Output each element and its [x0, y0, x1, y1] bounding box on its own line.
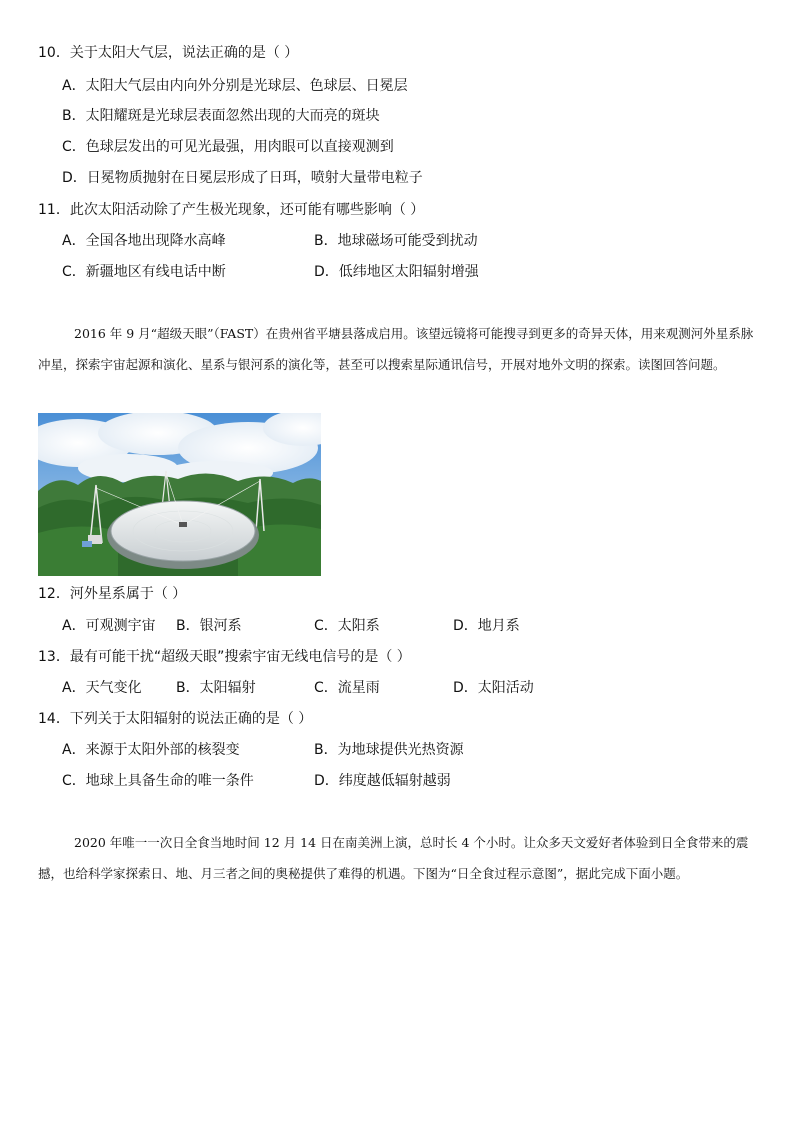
q12-option-b: B．银河系: [176, 618, 242, 634]
q11-option-a: A．全国各地出现降水高峰: [62, 233, 226, 249]
q11-option-c: C．新疆地区有线电话中断: [62, 264, 226, 280]
fast-telescope-photo: [38, 413, 321, 576]
q14-option-c: C．地球上具备生命的唯一条件: [62, 773, 254, 789]
q11-option-d: D．低纬地区太阳辐射增强: [314, 264, 479, 280]
question-14-stem: 14．下列关于太阳辐射的说法正确的是（ ）: [38, 711, 313, 727]
q12-option-c: C．太阳系: [314, 618, 380, 634]
q12-option-a: A．可观测宇宙: [62, 618, 156, 634]
question-13-stem: 13．最有可能干扰“超级天眼”搜索宇宙无线电信号的是（ ）: [38, 649, 411, 665]
q14-option-d: D．纬度越低辐射越弱: [314, 773, 451, 789]
q10-option-d: D．日冕物质抛射在日冕层形成了日珥，喷射大量带电粒子: [62, 170, 423, 186]
q13-option-b: B．太阳辐射: [176, 680, 256, 696]
q10-option-c: C．色球层发出的可见光最强，用肉眼可以直接观测到: [62, 139, 394, 155]
passage-fast: 2016 年 9 月“超级天眼”（FAST）在贵州省平塘县落成启用。该望远镜将可能搜寻到更多的奇异天体，用来观测河外星系脉冲星，探索宇宙起源和演化、星系与银河系的演化等，甚至可以搜索星际通讯信号，开展对地外文明的探索。读图回答问题。: [38, 326, 754, 372]
q10-option-b: B．太阳耀斑是光球层表面忽然出现的大而亮的斑块: [62, 108, 380, 124]
q13-option-d: D．太阳活动: [453, 680, 534, 696]
question-10-stem: 10．关于太阳大气层，说法正确的是（ ）: [38, 45, 299, 61]
question-11-stem: 11．此次太阳活动除了产生极光现象，还可能有哪些影响（ ）: [38, 202, 425, 218]
q14-option-a: A．来源于太阳外部的核裂变: [62, 742, 240, 758]
passage-eclipse: 2020 年唯一一次日全食当地时间 12 月 14 日在南美洲上演，总时长 4 个小时。让众多天文爱好者体验到日全食带来的震撼，也给科学家探索日、地、月三者之间的奥秘提供了难得的机遇。下图为“日全食过程示意图”，据此完成下面小题。: [38, 835, 749, 881]
q13-option-a: A．天气变化: [62, 680, 142, 696]
q12-option-d: D．地月系: [453, 618, 520, 634]
q11-option-b: B．地球磁场可能受到扰动: [314, 233, 478, 249]
question-12-stem: 12．河外星系属于（ ）: [38, 586, 187, 602]
q13-option-c: C．流星雨: [314, 680, 380, 696]
q10-option-a: A．太阳大气层由内向外分别是光球层、色球层、日冕层: [62, 78, 408, 94]
q14-option-b: B．为地球提供光热资源: [314, 742, 464, 758]
